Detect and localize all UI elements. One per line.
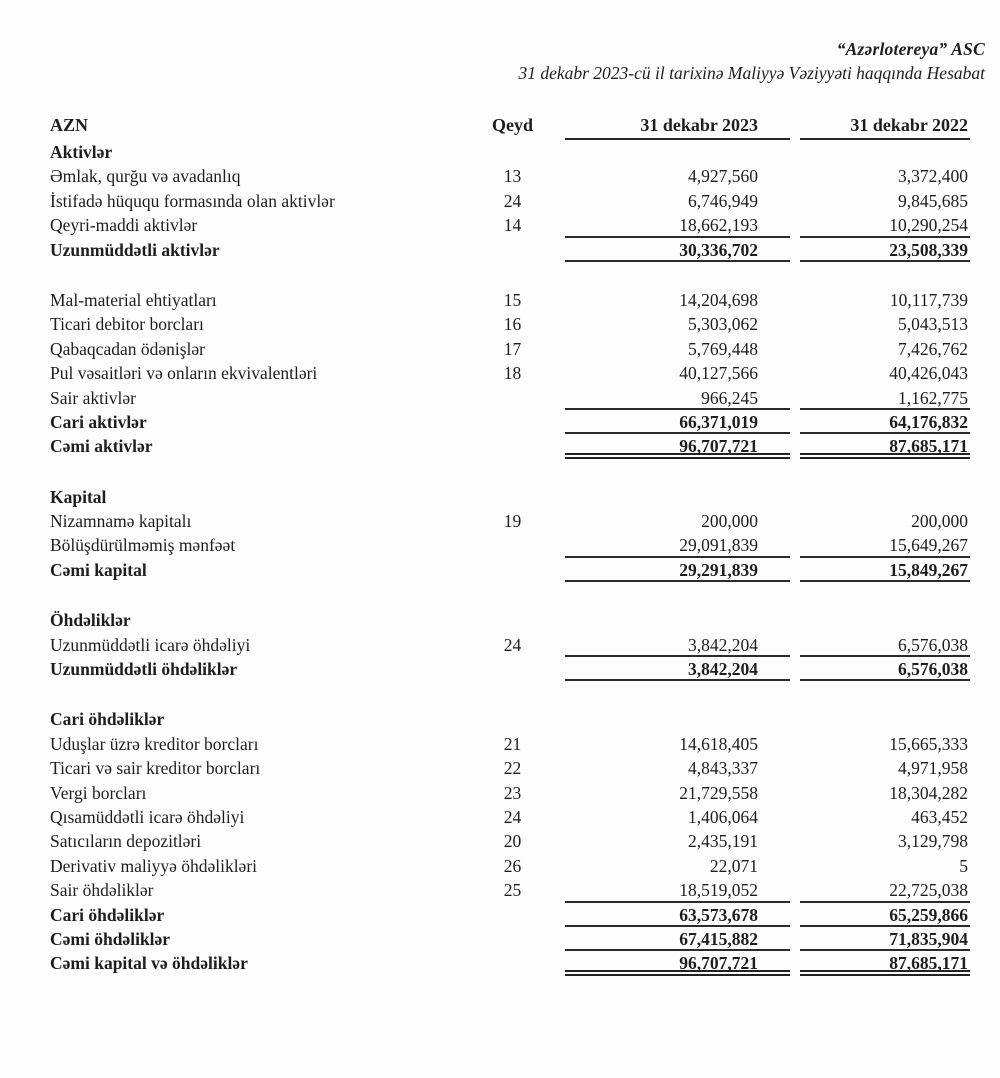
row-note: 26 [503,855,522,876]
balance-sheet-table [0,113,1000,976]
row-label: Kapital [50,486,107,507]
table-row [0,756,1000,780]
row-label: Uduşlar üzrə kreditor borcları [50,733,259,754]
row-label: Cəmi kapital [50,559,147,580]
row-note: 17 [503,338,522,359]
value-2022: 9,845,685 [898,190,968,211]
row-note: 16 [503,314,522,335]
column-gap [790,903,800,927]
table-row [0,140,1000,164]
value-2022: 65,259,866 [800,903,970,927]
row-note [440,533,565,557]
row-label: Nizamnamə kapitalı [50,511,192,532]
column-gap [790,781,800,805]
column-gap [790,288,800,312]
row-note [440,238,565,262]
column-gap [790,878,800,902]
column-gap [790,361,800,385]
column-gap [790,756,800,780]
table-header-row [0,113,1000,140]
table-row [0,312,1000,336]
row-note [440,707,565,731]
value-2023: 4,843,337 [688,758,758,779]
row-label: Öhdəliklər [50,610,131,631]
row-note: 24 [503,634,522,655]
column-gap [790,732,800,756]
value-2023: 96,707,721 [565,951,790,975]
column-gap [790,951,800,975]
value-2022: 18,304,282 [889,782,968,803]
value-2022: 10,117,739 [889,289,968,310]
row-note: 24 [503,806,522,827]
table-row [0,213,1000,237]
column-gap [790,410,800,434]
table-row [0,608,1000,632]
column-gap [790,113,800,140]
value-2023: 4,927,560 [688,166,758,187]
row-note [440,608,565,632]
row-label: Uzunmüddətli aktivlər [50,239,220,260]
value-2023: 14,204,698 [679,289,758,310]
row-label: Uzunmüddətli öhdəliklər [50,659,238,680]
row-note: 13 [503,166,522,187]
column-gap [790,854,800,878]
row-label: İstifadə hüququ formasında olan aktivlər [50,190,335,211]
row-note [440,927,565,951]
value-2023 [565,707,790,731]
value-2022 [800,485,970,509]
row-label: Uzunmüddətli icarə öhdəliyi [50,634,251,655]
table-row [0,927,1000,951]
company-name: “Azərlotereya” ASC [836,39,985,59]
column-gap [790,707,800,731]
table-row [0,829,1000,853]
value-2022: 15,649,267 [800,533,970,557]
value-2022: 40,426,043 [889,363,968,384]
column-gap [790,533,800,557]
value-2023 [565,140,790,164]
value-2022: 3,372,400 [898,166,968,187]
row-label: Satıcıların depozitləri [50,831,202,852]
table-row [0,189,1000,213]
row-note: 18 [503,363,522,384]
value-2022: 3,129,798 [898,831,968,852]
row-label: Qabaqcadan ödənişlər [50,338,205,359]
value-2023: 3,842,204 [565,657,790,681]
row-label: Vergi borcları [50,782,147,803]
value-2022: 22,725,038 [800,878,970,902]
column-gap [790,312,800,336]
value-2023: 14,618,405 [679,733,758,754]
column-gap [790,337,800,361]
row-note: 15 [503,289,522,310]
column-gap [790,805,800,829]
column-gap [790,434,800,458]
value-2023: 18,519,052 [565,878,790,902]
value-2022 [800,608,970,632]
table-row [0,657,1000,681]
row-label: Pul vəsaitləri və onların ekvivalentləri [50,363,318,384]
table-row [0,633,1000,657]
table-row [0,854,1000,878]
table-body [0,140,1000,976]
value-2023: 66,371,019 [565,410,790,434]
value-2022: 7,426,762 [898,338,968,359]
value-2023: 966,245 [565,386,790,410]
report-title: 31 dekabr 2023-cü il tarixinə Maliyyə Vəziyyəti haqqında Hesabat [518,63,985,83]
table-row [0,164,1000,188]
table-row [0,878,1000,902]
value-2022: 1,162,775 [800,386,970,410]
value-2023: 40,127,566 [679,363,758,384]
value-2023: 18,662,193 [565,213,790,237]
column-header-2023: 31 dekabr 2023 [565,113,790,140]
value-2022: 5,043,513 [898,314,968,335]
column-gap [790,829,800,853]
row-label: Qeyri-maddi aktivlər [50,215,198,236]
table-row [0,410,1000,434]
row-note [440,951,565,975]
value-2022: 64,176,832 [800,410,970,434]
table-row [0,337,1000,361]
row-note: 22 [503,758,522,779]
row-note: 21 [503,733,522,754]
column-gap [790,657,800,681]
row-note [440,386,565,410]
row-label: Sair öhdəliklər [50,880,154,901]
column-gap [790,608,800,632]
row-label: Cari öhdəliklər [50,709,165,730]
column-gap [790,140,800,164]
row-note [440,657,565,681]
column-header-2022: 31 dekabr 2022 [800,113,970,140]
row-label: Cari öhdəliklər [50,904,165,925]
table-row [0,386,1000,410]
row-note [440,903,565,927]
value-2022 [800,140,970,164]
value-2023: 29,291,839 [565,558,790,582]
value-2022: 463,452 [911,806,968,827]
table-row [0,558,1000,582]
value-2022: 23,508,339 [800,238,970,262]
value-2023: 96,707,721 [565,434,790,458]
column-gap [790,238,800,262]
note-column-header: Qeyd [491,115,533,135]
value-2022: 87,685,171 [800,434,970,458]
value-2022: 71,835,904 [800,927,970,951]
row-label: Aktivlər [50,142,113,162]
column-gap [790,164,800,188]
value-2023 [565,485,790,509]
value-2022: 87,685,171 [800,951,970,975]
row-note: 20 [503,831,522,852]
column-gap [790,189,800,213]
row-label: Cari aktivlər [50,411,147,432]
value-2022 [800,707,970,731]
row-label: Mal-material ehtiyatları [50,289,217,310]
value-2022: 200,000 [911,511,968,532]
row-label: Bölüşdürülməmiş mənfəət [50,535,236,556]
row-note [440,434,565,458]
value-2023: 1,406,064 [688,806,758,827]
value-2023: 6,746,949 [688,190,758,211]
value-2023: 21,729,558 [679,782,758,803]
row-label: Cəmi öhdəliklər [50,928,171,949]
table-row [0,434,1000,458]
column-gap [790,633,800,657]
row-note: 24 [503,190,522,211]
column-gap [790,558,800,582]
value-2022: 6,576,038 [800,633,970,657]
row-label: Derivativ maliyyə öhdəlikləri [50,855,258,876]
report-header [0,0,1000,85]
value-2022: 4,971,958 [898,758,968,779]
row-label: Qısamüddətli icarə öhdəliyi [50,806,245,827]
row-label: Cəmi aktivlər [50,436,153,457]
value-2023: 5,769,448 [688,338,758,359]
row-note: 19 [503,511,522,532]
value-2023: 22,071 [709,855,758,876]
row-label: Ticari debitor borcları [50,314,204,335]
table-row [0,533,1000,557]
value-2022: 6,576,038 [800,657,970,681]
table-row [0,509,1000,533]
value-2023: 63,573,678 [565,903,790,927]
value-2023: 67,415,882 [565,927,790,951]
column-gap [790,213,800,237]
value-2022: 10,290,254 [800,213,970,237]
value-2023: 29,091,839 [565,533,790,557]
table-row [0,732,1000,756]
row-note: 14 [503,215,522,236]
table-row [0,781,1000,805]
table-row [0,903,1000,927]
value-2023: 2,435,191 [688,831,758,852]
value-2023: 5,303,062 [688,314,758,335]
row-note [440,485,565,509]
row-label: Cəmi kapital və öhdəliklər [50,953,248,974]
column-gap [790,509,800,533]
value-2023: 200,000 [701,511,758,532]
table-row [0,288,1000,312]
table-row [0,707,1000,731]
row-note [440,140,565,164]
column-gap [790,485,800,509]
table-row [0,485,1000,509]
table-row [0,361,1000,385]
value-2023 [565,608,790,632]
row-note: 25 [503,880,522,901]
value-2023: 3,842,204 [565,633,790,657]
row-label: Sair aktivlər [50,387,137,408]
row-note: 23 [503,782,522,803]
row-label: Ticari və sair kreditor borcları [50,758,261,779]
column-gap [790,927,800,951]
table-row [0,238,1000,262]
row-note [440,410,565,434]
column-gap [790,386,800,410]
currency-label: AZN [50,115,89,135]
value-2022: 15,849,267 [800,558,970,582]
row-label: Əmlak, qurğu və avadanlıq [50,166,241,187]
value-2022: 15,665,333 [889,733,968,754]
table-row [0,805,1000,829]
table-row [0,951,1000,975]
value-2022: 5 [959,855,968,876]
value-2023: 30,336,702 [565,238,790,262]
row-note [440,558,565,582]
